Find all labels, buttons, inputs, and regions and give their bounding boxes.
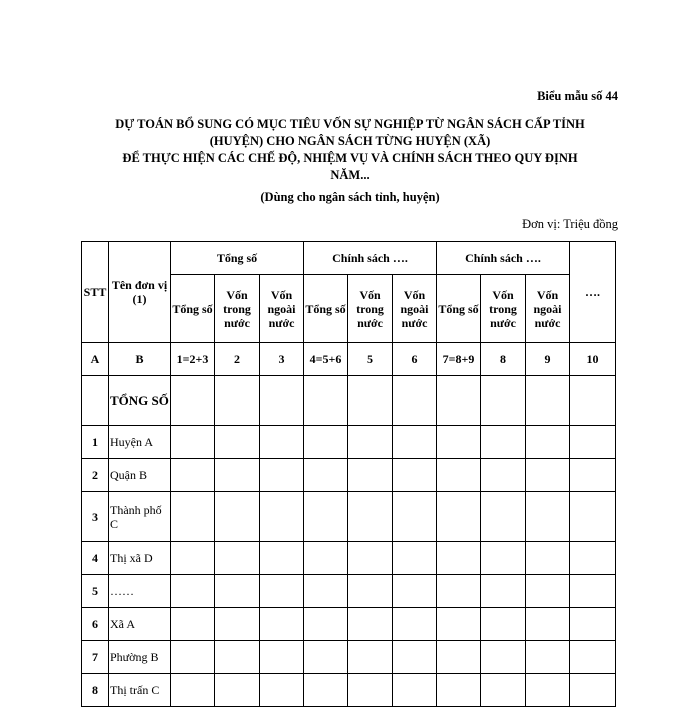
row-stt: 2 xyxy=(82,459,109,492)
data-cell xyxy=(304,608,348,641)
document-subtitle: (Dùng cho ngân sách tỉnh, huyện) xyxy=(260,190,440,204)
data-cell xyxy=(481,575,526,608)
data-cell xyxy=(437,492,481,542)
title-line-2: (HUYỆN) CHO NGÂN SÁCH TỪNG HUYỆN (XÃ) xyxy=(209,134,491,148)
data-cell xyxy=(304,641,348,674)
data-cell xyxy=(348,376,393,426)
title-line-4: NĂM... xyxy=(330,168,370,182)
document-title xyxy=(60,116,640,184)
data-cell xyxy=(393,426,437,459)
table-body-rows xyxy=(82,426,616,707)
total-row xyxy=(82,376,616,426)
row-unit-name: Quận B xyxy=(109,459,171,492)
form-number: Biểu mẫu số 44 xyxy=(537,89,618,103)
data-cell xyxy=(171,426,215,459)
index-cell: 1=2+3 xyxy=(171,343,215,376)
row-stt: 1 xyxy=(82,426,109,459)
header-more: …. xyxy=(570,242,616,343)
index-cell: 5 xyxy=(348,343,393,376)
row-stt: 8 xyxy=(82,674,109,707)
data-cell xyxy=(171,608,215,641)
index-cell: 7=8+9 xyxy=(437,343,481,376)
row-unit-name: Phường B xyxy=(109,641,171,674)
table-row xyxy=(82,492,616,542)
row-unit-name: Huyện A xyxy=(109,426,171,459)
data-cell xyxy=(171,542,215,575)
data-cell xyxy=(260,542,304,575)
table-row xyxy=(82,575,616,608)
data-cell xyxy=(260,492,304,542)
header-sub-total: Tổng số xyxy=(437,275,481,343)
data-cell xyxy=(348,426,393,459)
row-unit-name: …… xyxy=(109,575,171,608)
header-group-policy-1: Chính sách …. xyxy=(304,242,437,275)
data-cell xyxy=(348,608,393,641)
data-cell xyxy=(526,492,570,542)
header-sub-foreign: Vốn ngoài nước xyxy=(526,275,570,343)
data-cell xyxy=(570,492,616,542)
row-stt: 7 xyxy=(82,641,109,674)
index-cell: 6 xyxy=(393,343,437,376)
data-cell xyxy=(526,608,570,641)
index-cell: B xyxy=(109,343,171,376)
data-cell xyxy=(526,542,570,575)
data-cell xyxy=(481,492,526,542)
index-cell: 8 xyxy=(481,343,526,376)
data-cell xyxy=(526,575,570,608)
data-cell xyxy=(348,674,393,707)
index-cell: 2 xyxy=(215,343,260,376)
row-unit-name: Thị xã D xyxy=(109,542,171,575)
header-group-policy-2: Chính sách …. xyxy=(437,242,570,275)
data-cell xyxy=(260,459,304,492)
table-row xyxy=(82,542,616,575)
data-cell xyxy=(570,641,616,674)
row-stt: 6 xyxy=(82,608,109,641)
table-row xyxy=(82,641,616,674)
data-cell xyxy=(437,575,481,608)
data-cell xyxy=(481,426,526,459)
data-cell xyxy=(215,459,260,492)
data-cell xyxy=(171,641,215,674)
row-unit-name: Thành phố C xyxy=(109,492,171,542)
header-sub-foreign: Vốn ngoài nước xyxy=(393,275,437,343)
data-cell xyxy=(260,608,304,641)
data-cell xyxy=(304,426,348,459)
header-sub-domestic: Vốn trong nước xyxy=(215,275,260,343)
data-cell xyxy=(304,674,348,707)
header-stt: STT xyxy=(82,242,109,343)
row-unit-name: Thị trấn C xyxy=(109,674,171,707)
data-cell xyxy=(171,575,215,608)
data-cell xyxy=(171,674,215,707)
data-cell xyxy=(437,641,481,674)
data-cell xyxy=(393,459,437,492)
data-cell xyxy=(260,426,304,459)
data-cell xyxy=(348,459,393,492)
unit-label: Đơn vị: Triệu đồng xyxy=(522,217,618,231)
row-stt: 4 xyxy=(82,542,109,575)
data-cell xyxy=(260,575,304,608)
header-group-total: Tổng số xyxy=(171,242,304,275)
data-cell xyxy=(570,376,616,426)
header-sub-domestic: Vốn trong nước xyxy=(481,275,526,343)
data-cell xyxy=(437,608,481,641)
data-cell xyxy=(348,575,393,608)
data-cell xyxy=(260,376,304,426)
data-cell xyxy=(526,674,570,707)
data-cell xyxy=(437,674,481,707)
data-cell xyxy=(260,641,304,674)
header-sub-foreign: Vốn ngoài nước xyxy=(260,275,304,343)
data-cell xyxy=(437,426,481,459)
row-stt: 3 xyxy=(82,492,109,542)
data-cell xyxy=(570,608,616,641)
data-cell xyxy=(481,376,526,426)
data-cell xyxy=(481,459,526,492)
title-line-3: ĐỂ THỰC HIỆN CÁC CHẾ ĐỘ, NHIỆM VỤ VÀ CHÍNH SÁCH THEO QUY ĐỊNH xyxy=(122,151,578,165)
index-cell: 9 xyxy=(526,343,570,376)
data-cell xyxy=(215,608,260,641)
index-cell: 3 xyxy=(260,343,304,376)
data-cell xyxy=(393,376,437,426)
data-cell xyxy=(215,426,260,459)
index-cell: 4=5+6 xyxy=(304,343,348,376)
data-cell xyxy=(481,641,526,674)
data-cell xyxy=(570,542,616,575)
data-cell xyxy=(260,674,304,707)
data-cell xyxy=(437,376,481,426)
data-cell xyxy=(215,674,260,707)
row-unit-name: Xã A xyxy=(109,608,171,641)
header-sub-domestic: Vốn trong nước xyxy=(348,275,393,343)
data-cell xyxy=(526,426,570,459)
data-cell xyxy=(570,674,616,707)
data-cell xyxy=(570,575,616,608)
table-row xyxy=(82,608,616,641)
data-cell xyxy=(570,426,616,459)
data-cell xyxy=(481,542,526,575)
data-cell xyxy=(304,542,348,575)
data-cell xyxy=(526,376,570,426)
data-cell xyxy=(481,608,526,641)
data-cell xyxy=(570,459,616,492)
data-cell xyxy=(215,376,260,426)
data-cell xyxy=(393,641,437,674)
data-cell xyxy=(304,492,348,542)
budget-table xyxy=(81,241,616,707)
data-cell xyxy=(393,542,437,575)
data-cell xyxy=(348,641,393,674)
index-cell: A xyxy=(82,343,109,376)
data-cell xyxy=(481,674,526,707)
table-row xyxy=(82,459,616,492)
data-cell xyxy=(304,459,348,492)
data-cell xyxy=(348,492,393,542)
total-row-label: TỔNG SỐ xyxy=(109,376,171,426)
data-cell xyxy=(215,641,260,674)
data-cell xyxy=(304,376,348,426)
data-cell xyxy=(526,641,570,674)
data-cell xyxy=(304,575,348,608)
index-row xyxy=(82,343,616,376)
header-sub-total: Tổng số xyxy=(171,275,215,343)
data-cell xyxy=(393,492,437,542)
data-cell xyxy=(171,376,215,426)
total-stt-cell xyxy=(82,376,109,426)
data-cell xyxy=(526,459,570,492)
data-cell xyxy=(348,542,393,575)
data-cell xyxy=(215,542,260,575)
data-cell xyxy=(171,459,215,492)
data-cell xyxy=(215,575,260,608)
data-cell xyxy=(393,575,437,608)
table-row xyxy=(82,426,616,459)
data-cell xyxy=(171,492,215,542)
header-unit-name: Tên đơn vị (1) xyxy=(109,242,171,343)
header-row-1 xyxy=(82,242,616,275)
index-cell: 10 xyxy=(570,343,616,376)
data-cell xyxy=(393,608,437,641)
data-cell xyxy=(215,492,260,542)
title-line-1: DỰ TOÁN BỔ SUNG CÓ MỤC TIÊU VỐN SỰ NGHIỆP TỪ NGÂN SÁCH CẤP TỈNH xyxy=(115,117,585,131)
row-stt: 5 xyxy=(82,575,109,608)
data-cell xyxy=(437,459,481,492)
data-cell xyxy=(393,674,437,707)
data-cell xyxy=(437,542,481,575)
table-row xyxy=(82,674,616,707)
header-sub-total: Tổng số xyxy=(304,275,348,343)
